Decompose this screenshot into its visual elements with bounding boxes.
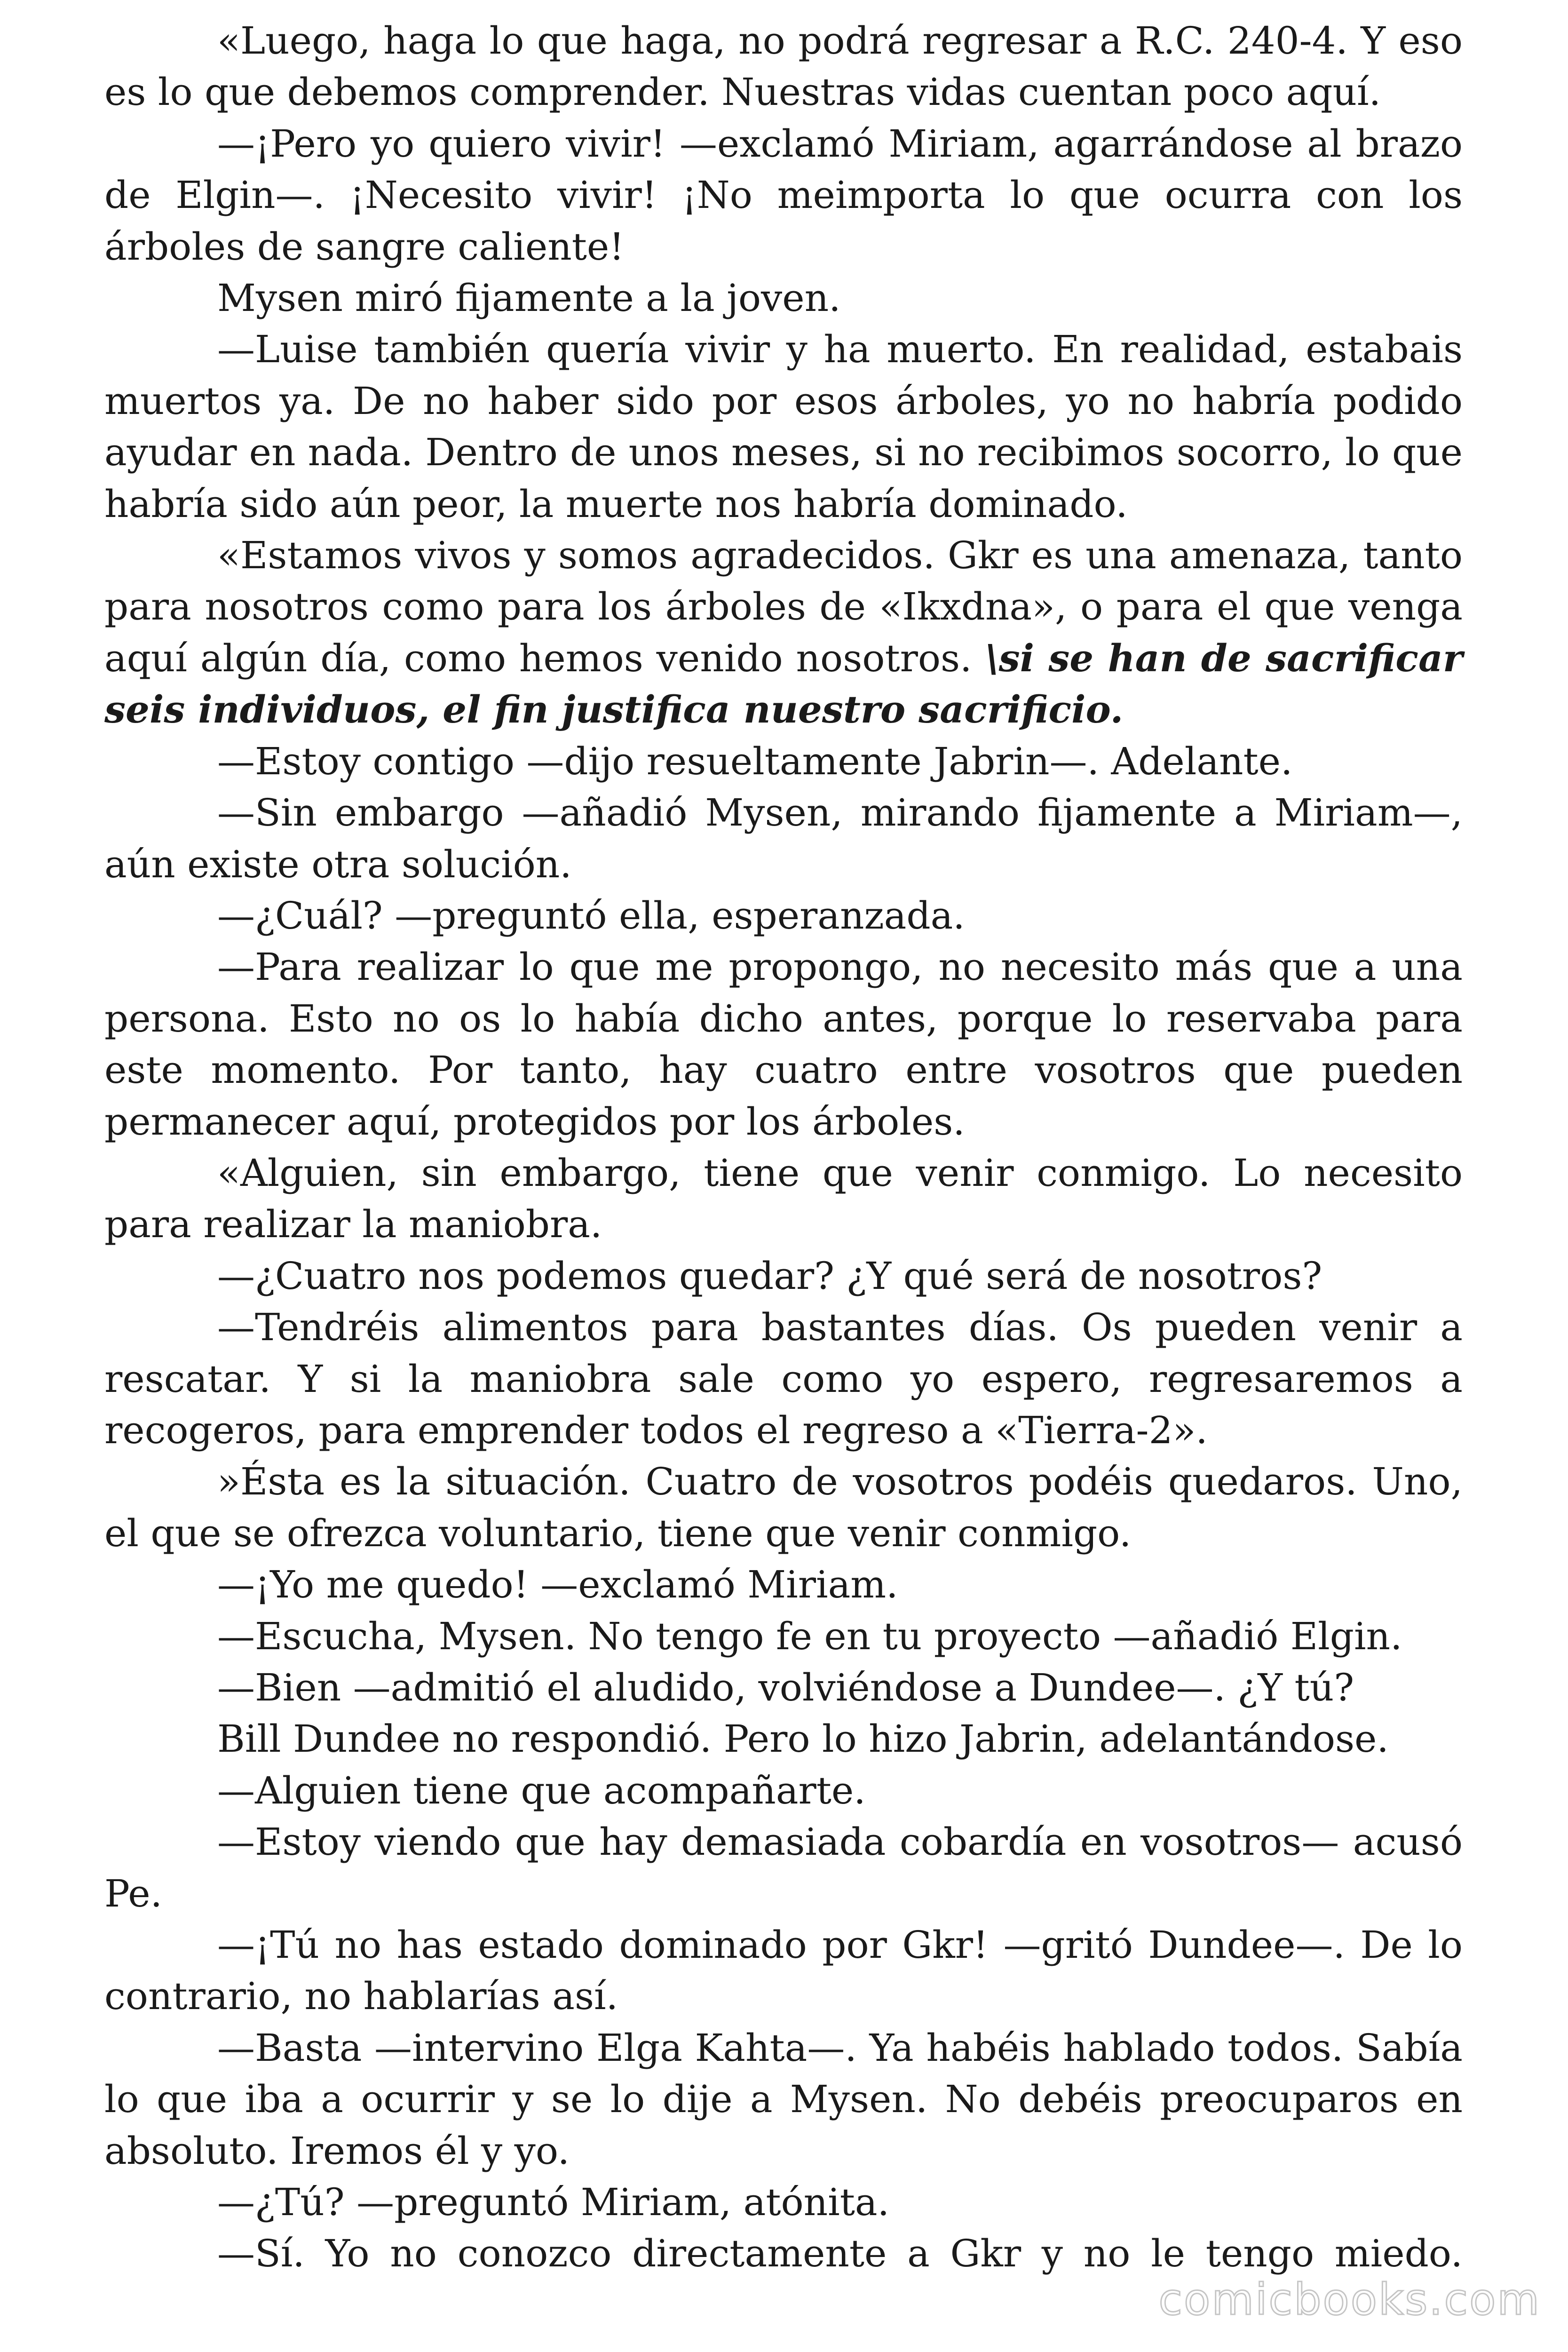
paragraph: —Bien —admitió el aludido, volviéndose a Dundee—. ¿Y tú? xyxy=(217,1666,1354,1709)
paragraph: —¡Tú no has estado dominado por Gkr! —gritó Dundee—. De lo contrario, no hablarías así. xyxy=(104,1923,1463,2018)
paragraph: —Escucha, Mysen. No tengo fe en tu proyecto —añadió Elgin. xyxy=(217,1614,1402,1658)
paragraph: —Tendréis alimentos para bastantes días. Os pueden venir a rescatar. Y si la maniobra sale como yo espero, regresaremos a recogeros, para emprender todos el regreso a «Tierra-2». xyxy=(104,1305,1463,1452)
paragraph: »Ésta es la situación. Cuatro de vosotros podéis quedaros. Uno, el que se ofrezca voluntario, tiene que venir conmigo. xyxy=(104,1460,1463,1555)
paragraph: —Alguien tiene que acompañarte. xyxy=(217,1768,866,1812)
paragraph: «Luego, haga lo que haga, no podrá regresar a R.C. 240-4. Y eso es lo que debemos comprender. Nuestras vidas cuentan poco aquí. xyxy=(104,19,1463,114)
paragraph: Bill Dundee no respondió. Pero lo hizo Jabrin, adelantándose. xyxy=(217,1717,1389,1761)
paragraph: —Estoy contigo —dijo resueltamente Jabrin—. Adelante. xyxy=(217,739,1293,783)
paragraph: —¿Cuatro nos podemos quedar? ¿Y qué será de nosotros? xyxy=(217,1254,1323,1298)
paragraph: —Sí. Yo no conozco directamente a Gkr y no le tengo miedo. xyxy=(217,2232,1463,2276)
paragraph: Mysen miró fijamente a la joven. xyxy=(217,276,841,320)
paragraph: —¿Cuál? —preguntó ella, esperanzada. xyxy=(217,893,965,938)
paragraph: «Alguien, sin embargo, tiene que venir conmigo. Lo necesito para realizar la maniobra. xyxy=(104,1151,1463,1247)
paragraph: —Para realizar lo que me propongo, no necesito más que a una persona. Esto no os lo había dicho antes, porque lo reservaba para este momento. Por tanto, hay cuatro entre vosotros que pueden permanecer aquí, protegidos por los árboles. xyxy=(104,945,1463,1144)
paragraph: —Basta —intervino Elga Kahta—. Ya habéis hablado todos. Sabía lo que iba a ocurrir y se lo dije a Mysen. No debéis preocuparos en absoluto. Iremos él y yo. xyxy=(104,2026,1463,2173)
paragraph: —¿Tú? —preguntó Miriam, atónita. xyxy=(217,2180,890,2225)
watermark: comicbooks.com xyxy=(1158,2274,1541,2325)
text-block xyxy=(104,15,1463,2280)
paragraph: —Estoy viendo que hay demasiada cobardía en vosotros— acusó Pe. xyxy=(104,1820,1463,1915)
paragraph xyxy=(104,530,1463,736)
paragraph: —¡Pero yo quiero vivir! —exclamó Miriam, agarrándose al brazo de Elgin—. ¡Necesito vivir! ¡No meimporta lo que ocurra con los árboles de sangre caliente! xyxy=(104,121,1463,269)
paragraph: —Sin embargo —añadió Mysen, mirando fijamente a Miriam—, aún existe otra solución. xyxy=(104,791,1463,886)
emphasized-text: \si se han de sacrificar seis individuos, el fin justifica nuestro sacrificio. xyxy=(104,636,1463,732)
paragraph-text: «Estamos vivos y somos agradecidos. Gkr es una amenaza, tanto para nosotros como para los árboles de «Ikxdna», o para el que venga aquí algún día, como hemos venido nosotros. xyxy=(104,533,1463,680)
paragraph: —¡Yo me quedo! —exclamó Miriam. xyxy=(217,1563,898,1607)
paragraph: —Luise también quería vivir y ha muerto. En realidad, estabais muertos ya. De no haber sido por esos árboles, yo no habría podido ayudar en nada. Dentro de unos meses, si no recibimos socorro, lo que habría sido aún peor, la muerte nos habría dominado. xyxy=(104,327,1463,526)
